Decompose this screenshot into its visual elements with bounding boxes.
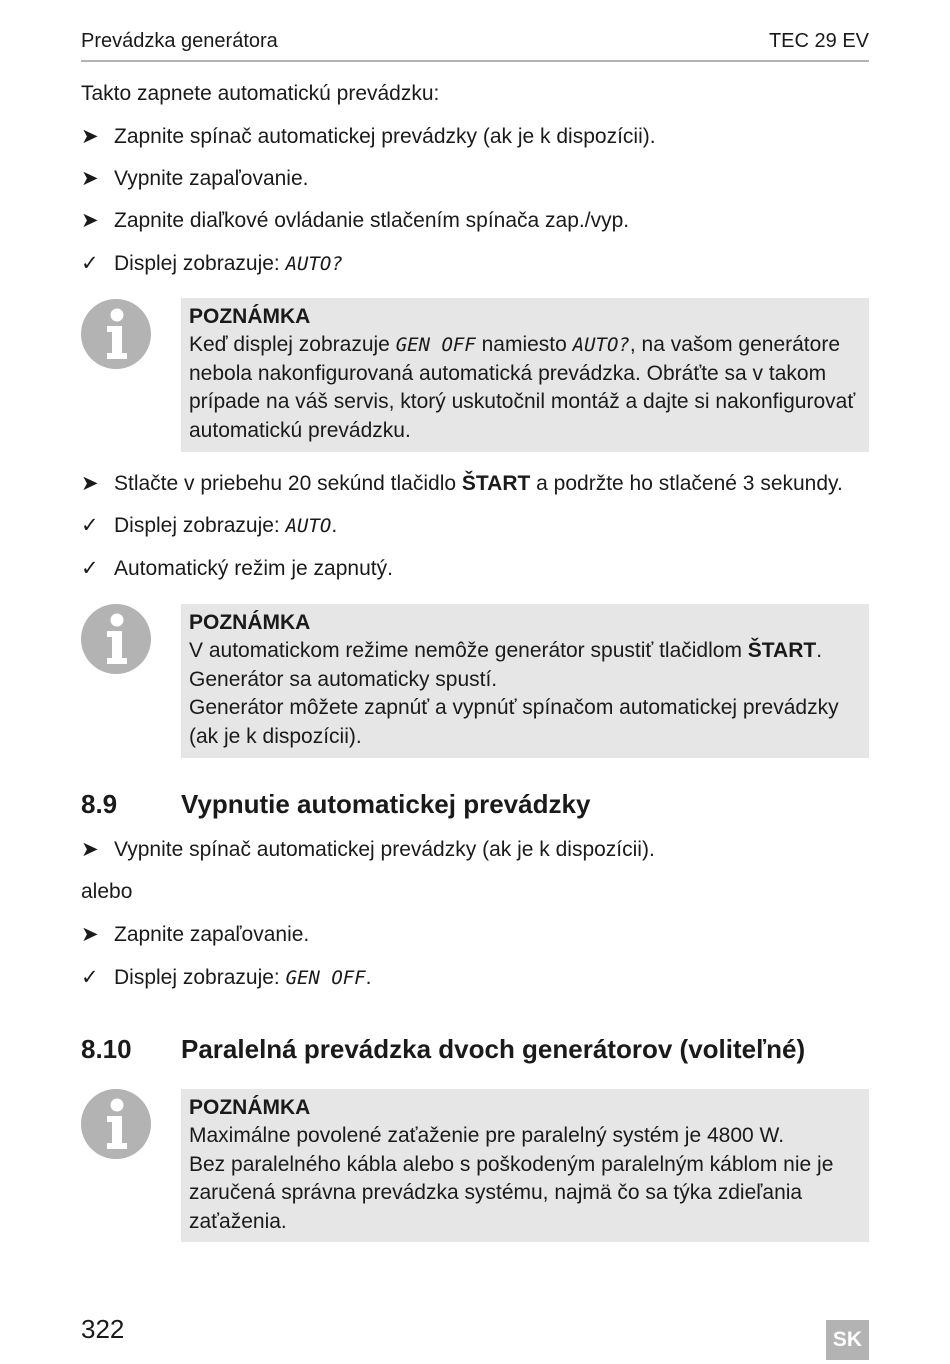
check-icon: ✓ xyxy=(81,514,99,537)
info-icon xyxy=(81,299,151,369)
arrow-icon: ➤ xyxy=(81,838,99,861)
info-icon xyxy=(81,604,151,674)
page-header xyxy=(81,30,869,62)
result-item xyxy=(81,556,393,581)
step-item xyxy=(81,837,655,862)
section-title: Paralelná prevádzka dvoch generátorov (voliteľné) xyxy=(181,1034,806,1064)
intro-text: Takto zapnete automatickú prevádzku: xyxy=(81,82,440,105)
note-title: POZNÁMKA xyxy=(189,611,311,634)
note-title: POZNÁMKA xyxy=(189,1096,311,1119)
step-text: Vypnite zapaľovanie. xyxy=(114,167,309,190)
section-heading xyxy=(81,789,590,820)
result-item xyxy=(81,251,343,276)
check-icon: ✓ xyxy=(81,557,99,580)
step-text: Vypnite spínač automatickej prevádzky (ak je k dispozícii). xyxy=(114,838,655,861)
step-text: Zapnite diaľkové ovládanie stlačením spínača zap./vyp. xyxy=(114,209,630,232)
language-badge: SK xyxy=(826,1320,869,1360)
arrow-icon: ➤ xyxy=(81,209,99,232)
note-box xyxy=(181,298,869,452)
section-number: 8.10 xyxy=(81,1034,132,1064)
note-text: Keď displej zobrazuje GEN OFF namiesto AUTO?, na vašom generátore nebola nakonfigurovaná automatická prevádzka. Obráťte sa v takom prípade na váš servis, ktorý uskutočnil montáž a dajte si nakonfigurovať automatickú prevádzku. xyxy=(189,333,856,442)
button-label: ŠTART xyxy=(747,639,817,662)
lcd-display-text: GEN OFF xyxy=(395,334,476,356)
note-text: Generátor môžete zapnúť a vypnúť spínačom automatickej prevádzky (ak je k dispozícii). xyxy=(189,696,839,748)
step-item xyxy=(81,166,308,191)
note-box xyxy=(181,1089,869,1242)
result-item: ✓ Displej zobrazuje: GEN OFF. xyxy=(81,966,372,989)
or-text: alebo xyxy=(81,880,133,903)
step-text: Zapnite spínač automatickej prevádzky (ak je k dispozícii). xyxy=(114,125,656,148)
header-model: TEC 29 EV xyxy=(768,30,869,52)
section-title: Vypnutie automatickej prevádzky xyxy=(181,789,591,819)
lcd-display-text: GEN OFF xyxy=(285,967,366,989)
lcd-display-text: AUTO xyxy=(285,515,332,537)
check-icon: ✓ xyxy=(81,966,99,989)
note-box xyxy=(181,604,869,758)
section-heading xyxy=(81,1034,805,1065)
section-number: 8.9 xyxy=(81,789,118,819)
step-item xyxy=(81,208,629,233)
lcd-display-text: AUTO? xyxy=(285,253,343,275)
step-text: Zapnite zapaľovanie. xyxy=(114,923,310,946)
result-text: Automatický režim je zapnutý. xyxy=(114,557,393,580)
result-text: Displej zobrazuje: xyxy=(114,252,286,275)
step-item: ➤ Stlačte v priebehu 20 sekúnd tlačidlo ŠTART a podržte ho stlačené 3 sekundy. xyxy=(81,472,843,495)
header-section-title: Prevádzka generátora xyxy=(81,30,278,52)
note-title: POZNÁMKA xyxy=(189,305,311,328)
note-text: Bez paralelného kábla alebo s poškodeným paralelným káblom nie je zaručená správna prevádzka systému, najmä čo sa týka zdieľania zaťaženia. xyxy=(189,1152,834,1233)
arrow-icon: ➤ xyxy=(81,125,99,148)
note-text: Maximálne povolené zaťaženie pre paralelný systém je 4800 W. xyxy=(189,1124,785,1147)
note-text: V automatickom režime nemôže generátor spustiť tlačidlom ŠTART. xyxy=(189,639,823,662)
check-icon: ✓ xyxy=(81,252,99,275)
lcd-display-text: AUTO? xyxy=(572,334,630,356)
arrow-icon: ➤ xyxy=(81,923,99,946)
info-icon xyxy=(81,1089,151,1159)
step-item xyxy=(81,922,309,947)
page-number: 322 xyxy=(81,1314,125,1344)
step-item xyxy=(81,124,656,149)
result-item: ✓ Displej zobrazuje: AUTO. xyxy=(81,514,338,537)
arrow-icon: ➤ xyxy=(81,472,99,495)
arrow-icon: ➤ xyxy=(81,167,99,190)
note-text: Generátor sa automaticky spustí. xyxy=(189,667,498,691)
button-label: ŠTART xyxy=(461,472,531,495)
